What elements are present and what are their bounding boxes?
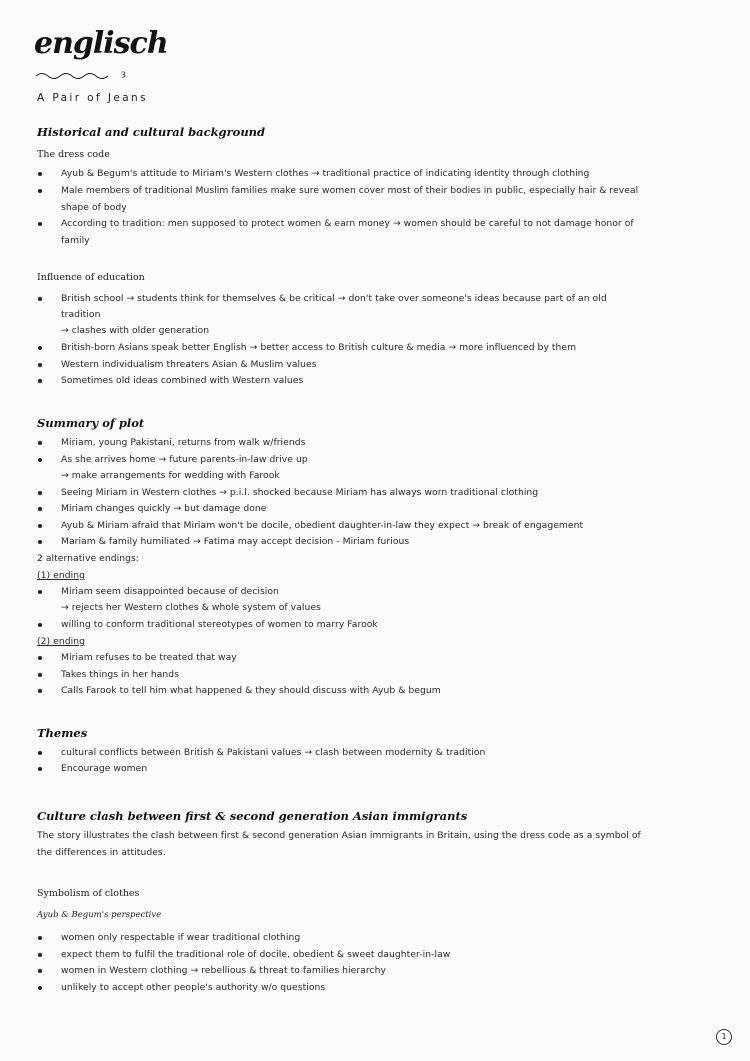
bullet <box>38 689 42 693</box>
subheading-perspective: Ayub & Begum's perspective <box>37 910 162 920</box>
list-item: Miriam, young Pakistani, returns from walk w/friends <box>61 437 306 448</box>
list-item: expect them to fulfil the traditional role of docile, obedient & sweet daughter-in-law <box>61 949 451 960</box>
list-item: Western individualism threaters Asian & Muslim values <box>61 359 317 370</box>
subtitle: 3 <box>36 70 126 81</box>
bullet <box>38 969 42 973</box>
bullet <box>38 458 42 462</box>
ending-1-label: (1) ending <box>37 570 85 581</box>
bullet <box>38 524 42 528</box>
doc-title: A Pair of Jeans <box>37 92 148 104</box>
heading-themes: Themes <box>37 726 88 740</box>
list-item: cultural conflicts between British & Pakistani values → clash between modernity & tradition <box>61 747 486 758</box>
page-number: 1 <box>716 1029 732 1045</box>
list-item: Ayub & Begum's attitude to Miriam's Western clothes → traditional practice of indicating identity through clothing <box>61 168 590 179</box>
list-item: Male members of traditional Muslim families make sure women cover most of their bodies in public, especially hair & reveal <box>61 185 639 196</box>
bullet <box>38 507 42 511</box>
list-item: Sometimes old ideas combined with Western values <box>61 375 304 386</box>
list-item: According to tradition: men supposed to protect women & earn money → women should be careful to not damage honor of <box>61 218 634 229</box>
list-item: British school → students think for themselves & be critical → don't take over someone's ideas because part of an old <box>61 293 607 304</box>
paragraph-line: the differences in attitudes. <box>37 847 166 858</box>
bullet <box>38 986 42 990</box>
bullet <box>38 751 42 755</box>
list-item-continuation: tradition <box>61 309 101 320</box>
page-title: englisch <box>34 26 168 61</box>
bullet <box>38 953 42 957</box>
bullet <box>38 491 42 495</box>
list-item: willing to conform traditional stereotypes of women to marry Farook <box>61 619 378 630</box>
list-item: women only respectable if wear traditional clothing <box>61 932 301 943</box>
bullet <box>38 222 42 226</box>
list-item-continuation: → make arrangements for wedding with Farook <box>61 470 280 481</box>
list-item: Miriam refuses to be treated that way <box>61 652 237 663</box>
heading-summary: Summary of plot <box>37 416 145 430</box>
subheading-education: Influence of education <box>37 272 145 283</box>
bullet <box>38 379 42 383</box>
list-item: Calls Farook to tell him what happened & they should discuss with Ayub & begum <box>61 685 441 696</box>
bullet <box>38 673 42 677</box>
list-item-continuation: → clashes with older generation <box>61 325 210 336</box>
subheading-symbolism: Symbolism of clothes <box>37 888 140 899</box>
bullet <box>38 346 42 350</box>
list-item-continuation: shape of body <box>61 202 127 213</box>
list-item: Mariam & family humiliated → Fatima may accept decision - Miriam furious <box>61 536 410 547</box>
bullet <box>38 623 42 627</box>
ending-2-label: (2) ending <box>37 636 85 647</box>
list-item: women in Western clothing → rebellious & threat to families hierarchy <box>61 965 386 976</box>
paragraph-line: The story illustrates the clash between first & second generation Asian immigrants in Britain, using the dress code as a symbol of <box>37 830 641 841</box>
bullet <box>38 656 42 660</box>
heading-historical: Historical and cultural background <box>37 125 266 139</box>
list-item: Takes things in her hands <box>61 669 180 680</box>
bullet <box>38 441 42 445</box>
list-item: unlikely to accept other people's authority w/o questions <box>61 982 326 993</box>
bullet <box>38 590 42 594</box>
bullet <box>38 767 42 771</box>
list-item: Miriam seem disappointed because of decision <box>61 586 279 597</box>
list-item: Encourage women <box>61 763 148 774</box>
subheading-dress-code: The dress code <box>37 149 110 160</box>
list-item-continuation: → rejects her Western clothes & whole system of values <box>61 602 321 613</box>
heading-culture-clash: Culture clash between first & second generation Asian immigrants <box>37 809 468 823</box>
list-item: Seeing Miriam in Western clothes → p.i.l. shocked because Miriam has always worn traditional clothing <box>61 487 539 498</box>
handwritten-subtitle-icon <box>36 70 116 80</box>
list-item: British-born Asians speak better English → better access to British culture & media → more influenced by them <box>61 342 577 353</box>
list-item: Miriam changes quickly → but damage done <box>61 503 267 514</box>
bullet <box>38 172 42 176</box>
alternative-endings-intro: 2 alternative endings: <box>37 553 139 564</box>
bullet <box>38 363 42 367</box>
list-item: Ayub & Miriam afraid that Miriam won't be docile, obedient daughter-in-law they expect → break of engagement <box>61 520 584 531</box>
bullet <box>38 189 42 193</box>
bullet <box>38 936 42 940</box>
bullet <box>38 540 42 544</box>
bullet <box>38 297 42 301</box>
list-item-continuation: family <box>61 235 90 246</box>
list-item: As she arrives home → future parents-in-law drive up <box>61 454 308 465</box>
